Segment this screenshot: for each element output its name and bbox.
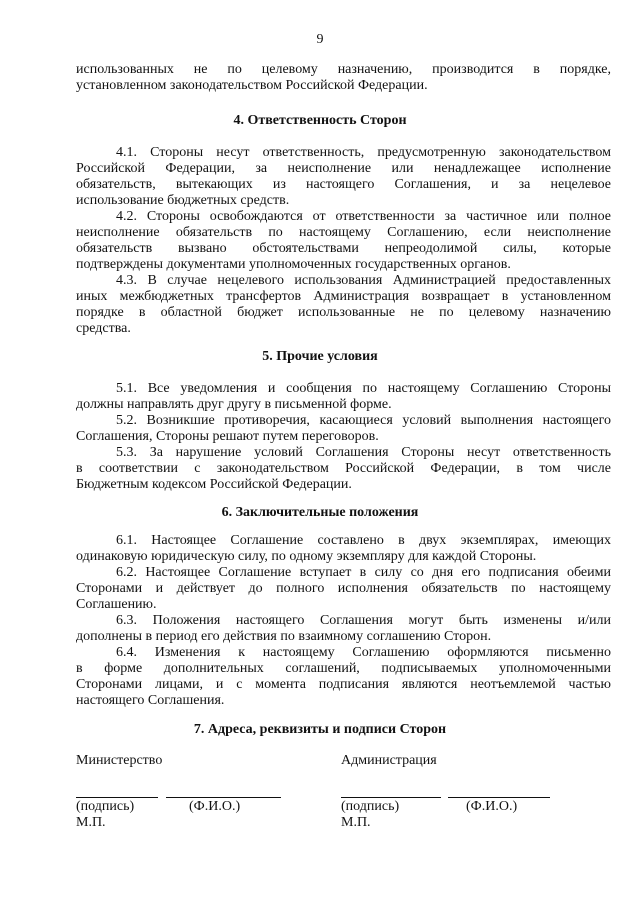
text-line: в соответствии с законодательством Российской Федерации, в том числе (76, 461, 611, 476)
text-line: 6.3. Положения настоящего Соглашения могут быть изменены и/или (116, 613, 611, 628)
paragraph-5-3 (76, 445, 611, 493)
text-line: Соглашению. (76, 597, 157, 612)
name-line-right (448, 797, 550, 798)
text-line: 6.1. Настоящее Соглашение составлено в двух экземплярах, имеющих (116, 533, 611, 548)
seal-label-right: М.П. (341, 815, 371, 830)
text-line: иных межбюджетных трансфертов Администрация возвращает в установленном (76, 289, 611, 304)
text-line: 6.2. Настоящее Соглашение вступает в силу со дня его подписания обеими (116, 565, 611, 580)
paragraph-6-4 (76, 645, 611, 709)
text-line: неисполнение обязательств по настоящему Соглашению, если неисполнение (76, 225, 611, 240)
section-7-heading: 7. Адреса, реквизиты и подписи Сторон (193, 722, 447, 737)
signature-line-left (76, 797, 158, 798)
section-6-heading: 6. Заключительные положения (221, 505, 419, 520)
signature-caption-right: (подпись) (341, 799, 400, 814)
paragraph-4-2 (76, 209, 611, 273)
text-line: использование бюджетных средств. (76, 193, 290, 208)
paragraph-5-2 (76, 413, 611, 445)
text-line: должны направлять друг другу в письменной форме. (76, 397, 392, 412)
party-right-label: Администрация (341, 753, 437, 768)
paragraph-4-3 (76, 273, 611, 337)
section-4-heading: 4. Ответственность Сторон (233, 113, 407, 128)
text-line: 5.2. Возникшие противоречия, касающиеся условий выполнения настоящего (116, 413, 611, 428)
paragraph-5-1 (76, 381, 611, 413)
name-caption-left: (Ф.И.О.) (189, 799, 241, 814)
text-line: Бюджетным кодексом Российской Федерации. (76, 477, 352, 492)
name-caption-right: (Ф.И.О.) (466, 799, 518, 814)
paragraph-6-2 (76, 565, 611, 613)
text-line: подтверждены документами уполномоченных государственных органов. (76, 257, 511, 272)
section-5-heading: 5. Прочие условия (262, 349, 378, 364)
intro-paragraph (76, 62, 611, 94)
page-number: 9 (316, 32, 324, 47)
name-line-left (166, 797, 281, 798)
text-line: дополнены в период его действия по взаимному соглашению Сторон. (76, 629, 492, 644)
text-line: Сторонами лицами, и с момента подписания являются неотъемлемой частью (76, 677, 611, 692)
text-line: настоящего Соглашения. (76, 693, 225, 708)
signature-line-right (341, 797, 441, 798)
text-line: Российской Федерации, за неисполнение или ненадлежащее исполнение (76, 161, 611, 176)
text-line: Соглашения, Стороны решают путем переговоров. (76, 429, 379, 444)
party-left-label: Министерство (76, 753, 163, 768)
text-line: в форме дополнительных соглашений, подписываемых уполномоченными (76, 661, 611, 676)
text-line: Сторонами и действует до полного исполнения обязательств по настоящему (76, 581, 611, 596)
paragraph-6-3 (76, 613, 611, 645)
text-line: 4.3. В случае нецелевого использования Администрацией предоставленных (116, 273, 611, 288)
text-line: 6.4. Изменения к настоящему Соглашению оформляются письменно (116, 645, 611, 660)
text-line: использованных не по целевому назначению, производится в порядке, (76, 62, 611, 77)
text-line: 5.3. За нарушение условий Соглашения Стороны несут ответственность (116, 445, 611, 460)
text-line: обязательств, вытекающих из настоящего Соглашения, и за нецелевое (76, 177, 611, 192)
text-line: порядке в областной бюджет использованные не по целевому назначению (76, 305, 611, 320)
paragraph-6-1 (76, 533, 611, 565)
text-line: обязательств вызвано обстоятельствами непреодолимой силы, которые (76, 241, 611, 256)
text-line: установленном законодательством Российской Федерации. (76, 78, 428, 93)
text-line: 4.2. Стороны освобождаются от ответственности за частичное или полное (116, 209, 611, 224)
text-line: средства. (76, 321, 131, 336)
text-line: 4.1. Стороны несут ответственность, предусмотренную законодательством (116, 145, 611, 160)
seal-label-left: М.П. (76, 815, 106, 830)
text-line: 5.1. Все уведомления и сообщения по настоящему Соглашению Стороны (116, 381, 611, 396)
signature-caption-left: (подпись) (76, 799, 135, 814)
text-line: одинаковую юридическую силу, по одному экземпляру для каждой Стороны. (76, 549, 537, 564)
paragraph-4-1 (76, 145, 611, 209)
